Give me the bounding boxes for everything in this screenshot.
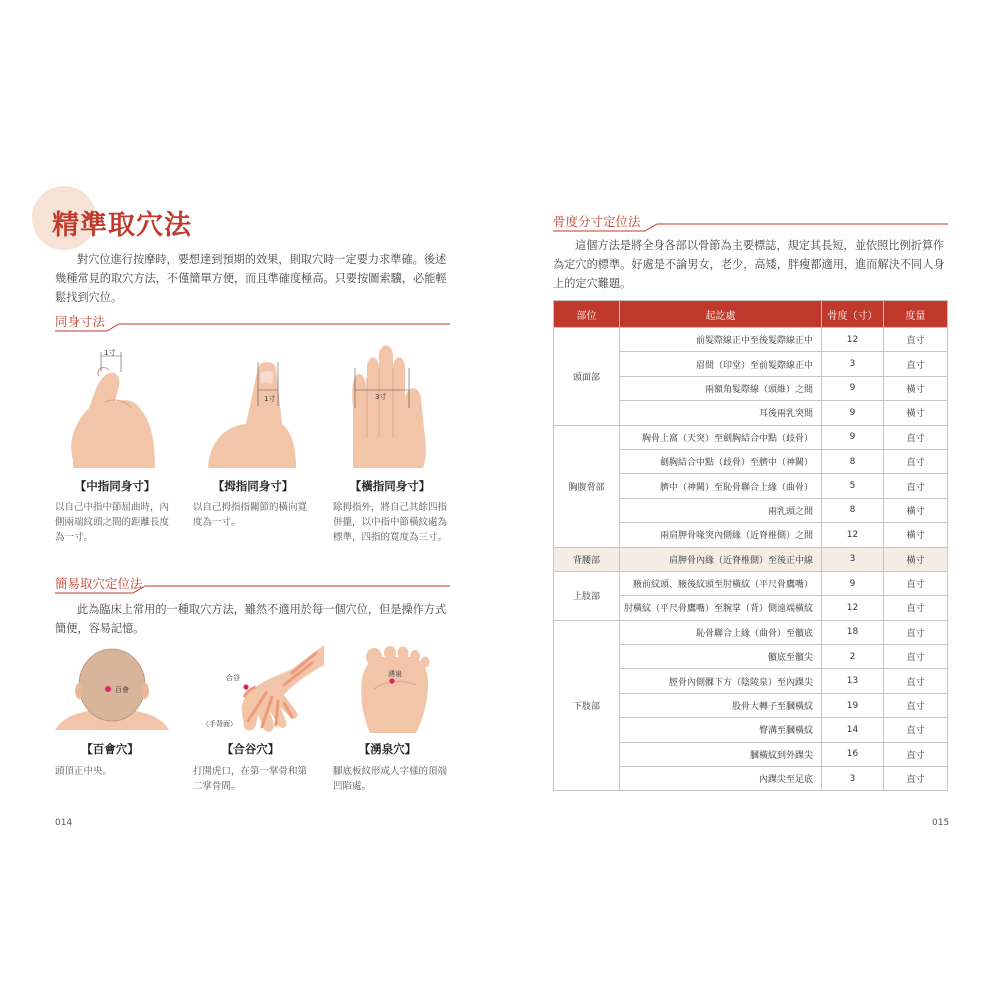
position-cell: 臍中（神闕）至恥骨聯合上緣（曲骨）: [620, 474, 822, 498]
section2-intro: [55, 600, 447, 638]
position-cell: 肘橫紋（平尺骨鷹嘴）至腕掌（背）側遠端橫紋: [620, 596, 822, 620]
measure-cell: 直寸: [884, 449, 948, 473]
table-row: [554, 425, 948, 449]
section-heading-label: 同身寸法: [55, 314, 106, 329]
heading-rule: [55, 312, 450, 332]
desc-thumb-cun: 以自己拇指指關節的橫向寬度為一寸。: [193, 502, 308, 528]
section-heading-simple-location: [55, 574, 450, 594]
measure-cell: 直寸: [884, 742, 948, 766]
measure-cell: 直寸: [884, 693, 948, 717]
acupoint-label: 百會: [115, 686, 129, 694]
measure-cell: 直寸: [884, 620, 948, 644]
part-cell: 胸腹脅部: [554, 425, 620, 547]
measure-cell: 直寸: [884, 718, 948, 742]
position-cell: 兩肩胛骨喙突內側緣（近脊椎側）之間: [620, 523, 822, 547]
table-row-highlighted: [554, 547, 948, 571]
position-cell: 兩額角髮際線（頭維）之間: [620, 376, 822, 400]
cun-cell: 5: [822, 474, 884, 498]
measure-cell: 直寸: [884, 571, 948, 595]
cun-cell: 12: [822, 523, 884, 547]
yongquan-figure: [352, 645, 434, 733]
middle-finger-cun-figure: [55, 340, 165, 468]
measure-cell: 橫寸: [884, 523, 948, 547]
measure-cell: 直寸: [884, 767, 948, 791]
cun-cell: 19: [822, 693, 884, 717]
heading-rule: [553, 212, 948, 232]
heading-rule: [55, 574, 450, 594]
header-cun: 骨度（寸）: [822, 301, 884, 328]
head-illustration: [55, 645, 170, 730]
part-cell: 頭面部: [554, 328, 620, 426]
table-row: [554, 328, 948, 352]
measure-cell: 直寸: [884, 669, 948, 693]
intro-text: 對穴位進行按摩時，要想達到預期的效果，則取穴時一定要力求準確。後述幾種常見的取穴方法，不僅簡單方便，而且準確度極高。只要按圖索驥，必能輕鬆找到穴位。: [55, 253, 447, 304]
position-cell: 髕底至髕尖: [620, 645, 822, 669]
section2-intro-text: 此為臨床上常用的一種取穴方法，雖然不適用於每一個穴位，但是操作方式簡便，容易記憶。: [55, 603, 447, 635]
position-cell: 脛骨內側髁下方（陰陵泉）至內踝尖: [620, 669, 822, 693]
desc-four-finger-cun: 除拇指外，將自己其餘四指併攏，以中指中節橫紋處為標準，四指的寬度為三寸。: [333, 502, 448, 543]
position-cell: 膕橫紋到外踝尖: [620, 742, 822, 766]
cun-cell: 8: [822, 498, 884, 522]
cun-label: 1寸: [264, 395, 276, 403]
cun-cell: 14: [822, 718, 884, 742]
desc-baihui: 頭頂正中央。: [55, 766, 113, 777]
measure-cell: 直寸: [884, 425, 948, 449]
measure-cell: 橫寸: [884, 498, 948, 522]
cun-cell: 3: [822, 547, 884, 571]
cun-label: 1寸: [104, 349, 116, 357]
hand-illustration: [55, 340, 165, 468]
position-cell: 內踝尖至足底: [620, 767, 822, 791]
cun-cell: 3: [822, 767, 884, 791]
measure-cell: 直寸: [884, 596, 948, 620]
cun-cell: 16: [822, 742, 884, 766]
four-finger-illustration: [345, 338, 435, 468]
position-cell: 眉間（印堂）至前髮際線正中: [620, 352, 822, 376]
right-intro-paragraph: [553, 236, 948, 293]
position-cell: 耳後兩乳突間: [620, 401, 822, 425]
cun-cell: 9: [822, 425, 884, 449]
position-cell: 兩乳頭之間: [620, 498, 822, 522]
section-heading-label: 簡易取穴定位法: [55, 576, 143, 591]
cun-cell: 13: [822, 669, 884, 693]
position-cell: 股骨大轉子至膕橫紋: [620, 693, 822, 717]
cun-label: 3寸: [375, 393, 387, 401]
position-cell: 腋前紋頭、腋後紋頭至肘橫紋（平尺骨鷹嘴）: [620, 571, 822, 595]
page-number-left: 014: [55, 818, 73, 828]
hegu-figure: [196, 645, 326, 735]
thumb-cun-figure: [208, 340, 298, 468]
part-cell: 背腰部: [554, 547, 620, 571]
caption-hegu: 【合谷穴】: [221, 742, 280, 756]
position-cell: 肩胛骨內緣（近脊椎側）至後正中線: [620, 547, 822, 571]
table-row: [554, 620, 948, 644]
header-measure: 度量: [884, 301, 948, 328]
position-cell: 前髮際線正中至後髮際線正中: [620, 328, 822, 352]
cun-cell: 8: [822, 449, 884, 473]
table-header-row: [554, 301, 948, 328]
cun-cell: 12: [822, 328, 884, 352]
desc-yongquan: 腳底板紋形成人字樣的頂端凹陷處。: [333, 766, 448, 792]
caption-baihui: 【百會穴】: [81, 742, 139, 756]
caption-yongquan: 【湧泉穴】: [358, 742, 417, 756]
part-cell: 下肢部: [554, 620, 620, 791]
position-cell: 恥骨聯合上緣（曲骨）至髕底: [620, 620, 822, 644]
table-row: [554, 571, 948, 595]
four-finger-cun-figure: [345, 338, 435, 468]
bone-proportion-table: [553, 300, 948, 791]
cun-cell: 2: [822, 645, 884, 669]
position-cell: 胸骨上窩（天突）至劍胸結合中點（歧骨）: [620, 425, 822, 449]
cun-cell: 9: [822, 376, 884, 400]
caption-four-finger-cun: 【橫指同身寸】: [349, 479, 431, 493]
foot-sole-illustration: [352, 645, 434, 733]
caption-thumb-cun: 【拇指同身寸】: [212, 479, 294, 493]
section-heading-label: 骨度分寸定位法: [553, 214, 641, 229]
cun-cell: 12: [822, 596, 884, 620]
acupoint-label: 合谷: [226, 674, 240, 682]
header-position: 起訖處: [620, 301, 822, 328]
cun-cell: 3: [822, 352, 884, 376]
cun-cell: 18: [822, 620, 884, 644]
header-part: 部位: [554, 301, 620, 328]
section-heading-tongshencun: [55, 312, 450, 332]
desc-middle-finger-cun: 以自己中指中節屈曲時，內側兩端紋頭之間的距離長度為一寸。: [55, 502, 170, 543]
acupoint-label: 湧泉: [388, 670, 402, 678]
intro-paragraph: [55, 250, 447, 307]
right-intro-text: 這個方法是將全身各部以骨節為主要標誌，規定其長短，並依照比例折算作為定穴的標準。好處是不論男女，老少，高矮，胖瘦都適用，進而解決不同人身上的定穴難題。: [553, 239, 945, 290]
page-number-right: 015: [932, 818, 950, 828]
page-title: 精準取穴法: [52, 210, 192, 241]
position-cell: 臀溝至膕橫紋: [620, 718, 822, 742]
cun-cell: 9: [822, 571, 884, 595]
measure-cell: 直寸: [884, 328, 948, 352]
measure-cell: 直寸: [884, 645, 948, 669]
measure-cell: 橫寸: [884, 401, 948, 425]
cun-cell: 9: [822, 401, 884, 425]
measure-cell: 直寸: [884, 352, 948, 376]
measure-cell: 橫寸: [884, 376, 948, 400]
position-cell: 劍胸結合中點（歧骨）至臍中（神闕）: [620, 449, 822, 473]
thumb-illustration: [208, 340, 298, 468]
desc-hegu: 打開虎口，在第一掌骨和第二掌骨間。: [193, 766, 308, 792]
part-cell: 上肢部: [554, 571, 620, 620]
hand-back-note: （手背面）: [202, 720, 237, 728]
measure-cell: 直寸: [884, 474, 948, 498]
section-heading-bone-proportion: [553, 212, 948, 232]
measure-cell: 橫寸: [884, 547, 948, 571]
baihui-figure: [55, 645, 170, 730]
caption-middle-finger-cun: 【中指同身寸】: [74, 479, 156, 493]
